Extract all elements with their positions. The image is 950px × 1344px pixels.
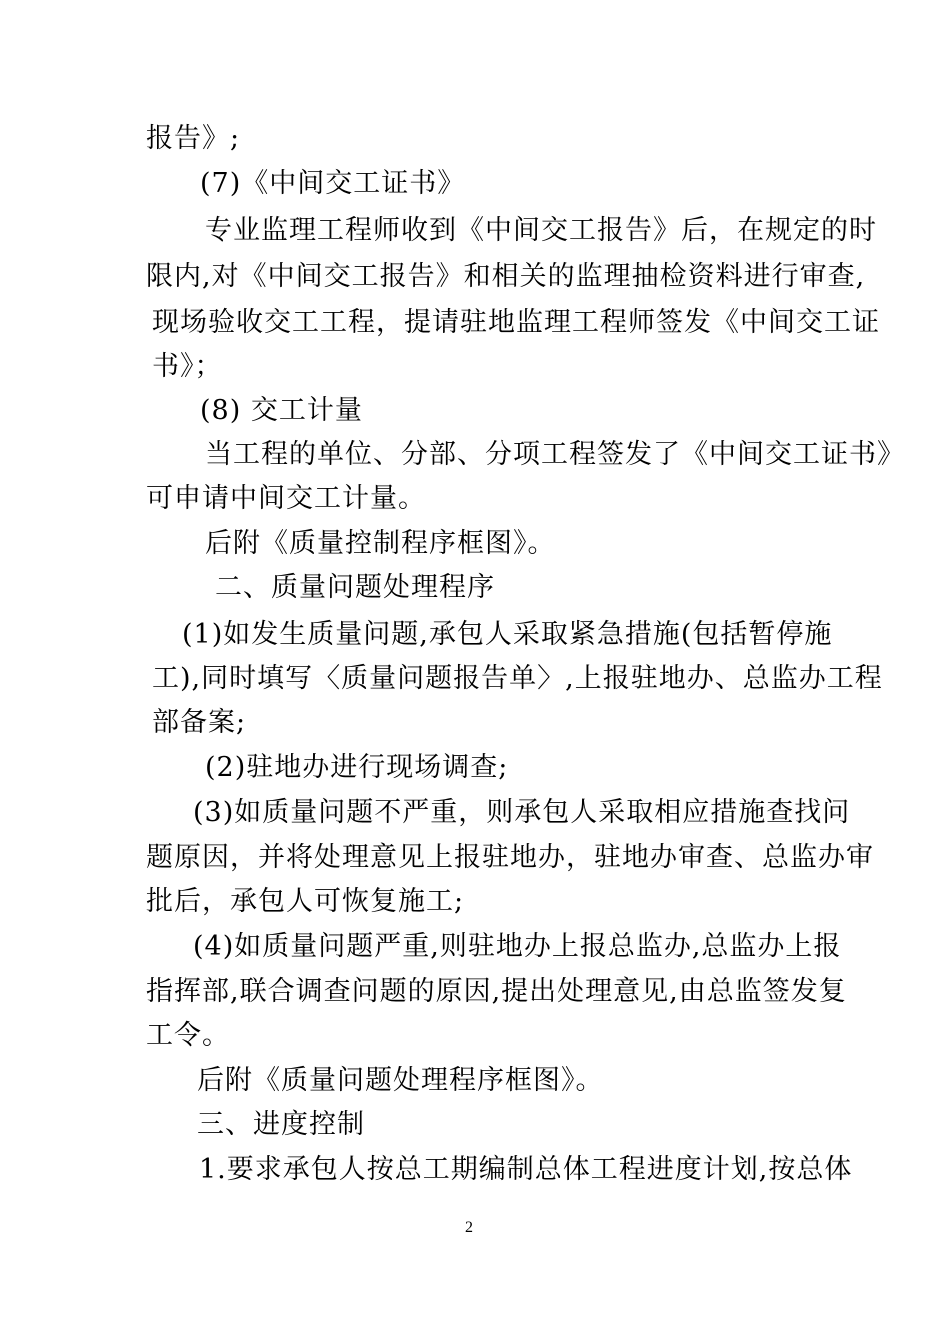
paragraph-line: (3)如质量问题不严重，则承包人采取相应措施查找问 bbox=[193, 797, 851, 828]
paragraph-line: 限内,对《中间交工报告》和相关的监理抽检资料进行审查, bbox=[146, 261, 866, 292]
section-heading-7: (7)《中间交工证书》 bbox=[200, 168, 466, 199]
paragraph-line: 专业监理工程师收到《中间交工报告》后，在规定的时 bbox=[205, 215, 877, 246]
paragraph-line: (4)如质量问题严重,则驻地办上报总监办,总监办上报 bbox=[193, 931, 842, 962]
paragraph-line: (1)如发生质量问题,承包人采取紧急措施(包括暂停施 bbox=[182, 619, 833, 650]
paragraph-line: (2)驻地办进行现场调查; bbox=[205, 752, 509, 783]
paragraph-line: 后附《质量控制程序框图》。 bbox=[205, 528, 556, 559]
paragraph-line: 现场验收交工工程，提请驻地监理工程师签发《中间交工证 bbox=[152, 307, 880, 338]
paragraph-line: 可申请中间交工计量。 bbox=[146, 483, 426, 514]
paragraph-line: 批后，承包人可恢复施工; bbox=[146, 886, 465, 917]
paragraph-line: 当工程的单位、分部、分项工程签发了《中间交工证书》 bbox=[205, 439, 905, 470]
section-heading-3: 三、进度控制 bbox=[197, 1109, 365, 1140]
paragraph-line: 部备案; bbox=[152, 707, 247, 738]
paragraph-line: 工),同时填写〈质量问题报告单〉,上报驻地办、总监办工程 bbox=[152, 663, 883, 694]
section-heading-8: (8) 交工计量 bbox=[200, 395, 363, 426]
page-number: 2 bbox=[465, 1219, 473, 1236]
paragraph-line: 报告》; bbox=[146, 123, 241, 154]
section-heading-2: 二、质量问题处理程序 bbox=[215, 572, 495, 603]
paragraph-line: 指挥部,联合调查问题的原因,提出处理意见,由总监签发复 bbox=[146, 976, 847, 1007]
paragraph-line: 后附《质量问题处理程序框图》。 bbox=[197, 1065, 604, 1096]
paragraph-line: 书》； bbox=[152, 351, 223, 382]
paragraph-line: 工令。 bbox=[146, 1020, 230, 1051]
paragraph-line: 1.要求承包人按总工期编制总体工程进度计划,按总体 bbox=[199, 1154, 853, 1185]
paragraph-line: 题原因，并将处理意见上报驻地办，驻地办审查、总监办审 bbox=[146, 842, 874, 873]
